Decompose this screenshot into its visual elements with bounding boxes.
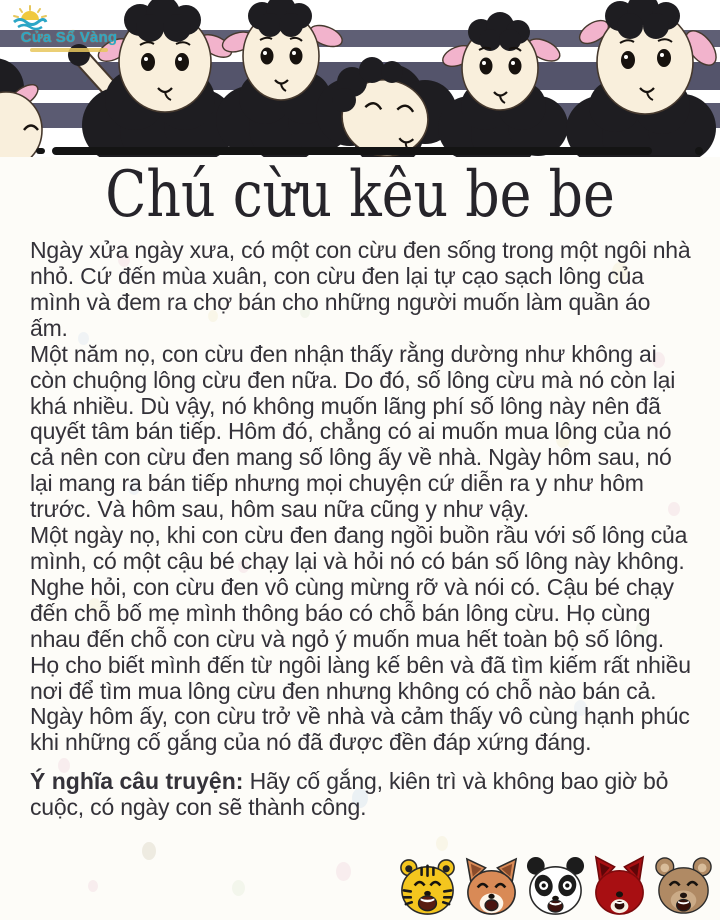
confetti-dot: [232, 880, 245, 896]
confetti-dot: [436, 836, 448, 851]
story-paragraph-1: Ngày xửa ngày xưa, có một con cừu đen sống trong một ngôi nhà nhỏ. Cứ đến mùa xuân, con cừu đen lại tự cạo sạch lông của mình và đem ra chợ bán cho những người muốn làm quần áo ấm.: [30, 237, 691, 341]
logo: [10, 4, 128, 52]
tiger-face-icon: [396, 855, 459, 918]
story-text: [0, 238, 720, 821]
panda-face-icon: [524, 855, 587, 918]
header: [0, 0, 720, 157]
red-fox-face-icon: [588, 855, 651, 918]
bear-face-icon: [652, 855, 715, 918]
story-paragraph-3: Một ngày nọ, khi con cừu đen đang ngồi buồn rầu với số lông của mình, có một cậu bé chạy lại và hỏi nó có bán số lông này không. Nghe hỏi, con cừu đen vô cùng mừng rỡ và nói có. Cậu bé chạy đến chỗ bố mẹ mình thông báo có chỗ bán lông cừu. Họ cùng nhau đến chỗ con cừu và ngỏ ý muốn mua hết toàn bộ số lông. Họ cho biết mình đến từ ngôi làng kế bên và đã tìm kiếm rất nhiều nơi để tìm mua lông cừu đen nhưng không có chỗ nào bán cả. Ngày hôm ấy, con cừu trở về nhà và cảm thấy vô cùng hạnh phúc khi những cố gắng của nó đã được đền đáp xứng đáng.: [30, 522, 691, 756]
sun-wave-logo-icon: [10, 4, 50, 30]
confetti-dot: [88, 880, 98, 892]
animal-emoji-row: [396, 855, 715, 918]
header-divider: [36, 147, 703, 155]
page-title: Chú cừu kêu be be: [105, 158, 615, 232]
confetti-dot: [142, 842, 156, 860]
logo-text: Cửa Sổ Vàng: [20, 29, 118, 46]
fox-face-icon: [460, 855, 523, 918]
moral-text: Hãy cố gắng, kiên trì và không bao giờ bỏ cuộc, có ngày con sẽ thành công.: [30, 768, 669, 821]
moral: [30, 769, 692, 821]
logo-tagline-bar: [30, 48, 108, 52]
confetti-dot: [336, 862, 351, 881]
story-paragraph-2: Một năm nọ, con cừu đen nhận thấy rằng dường như không ai còn chuộng lông cừu đen nữa. Do đó, số lông cừu mà nó còn lại khá nhiều. Dù vậy, nó không muốn lãng phí số lông này nên đã quyết tâm bán tiếp. Hôm đó, chẳng có ai muốn mua lông của nó cả nên con cừu đen mang số lông ấy về nhà. Ngày hôm sau, nó lại mang ra bán tiếp nhưng mọi chuyện cứ diễn ra y như hôm trước. Và hôm sau, hôm sau nữa cũng y như vậy.: [30, 340, 676, 523]
moral-label: Ý nghĩa câu truyện:: [30, 768, 244, 795]
